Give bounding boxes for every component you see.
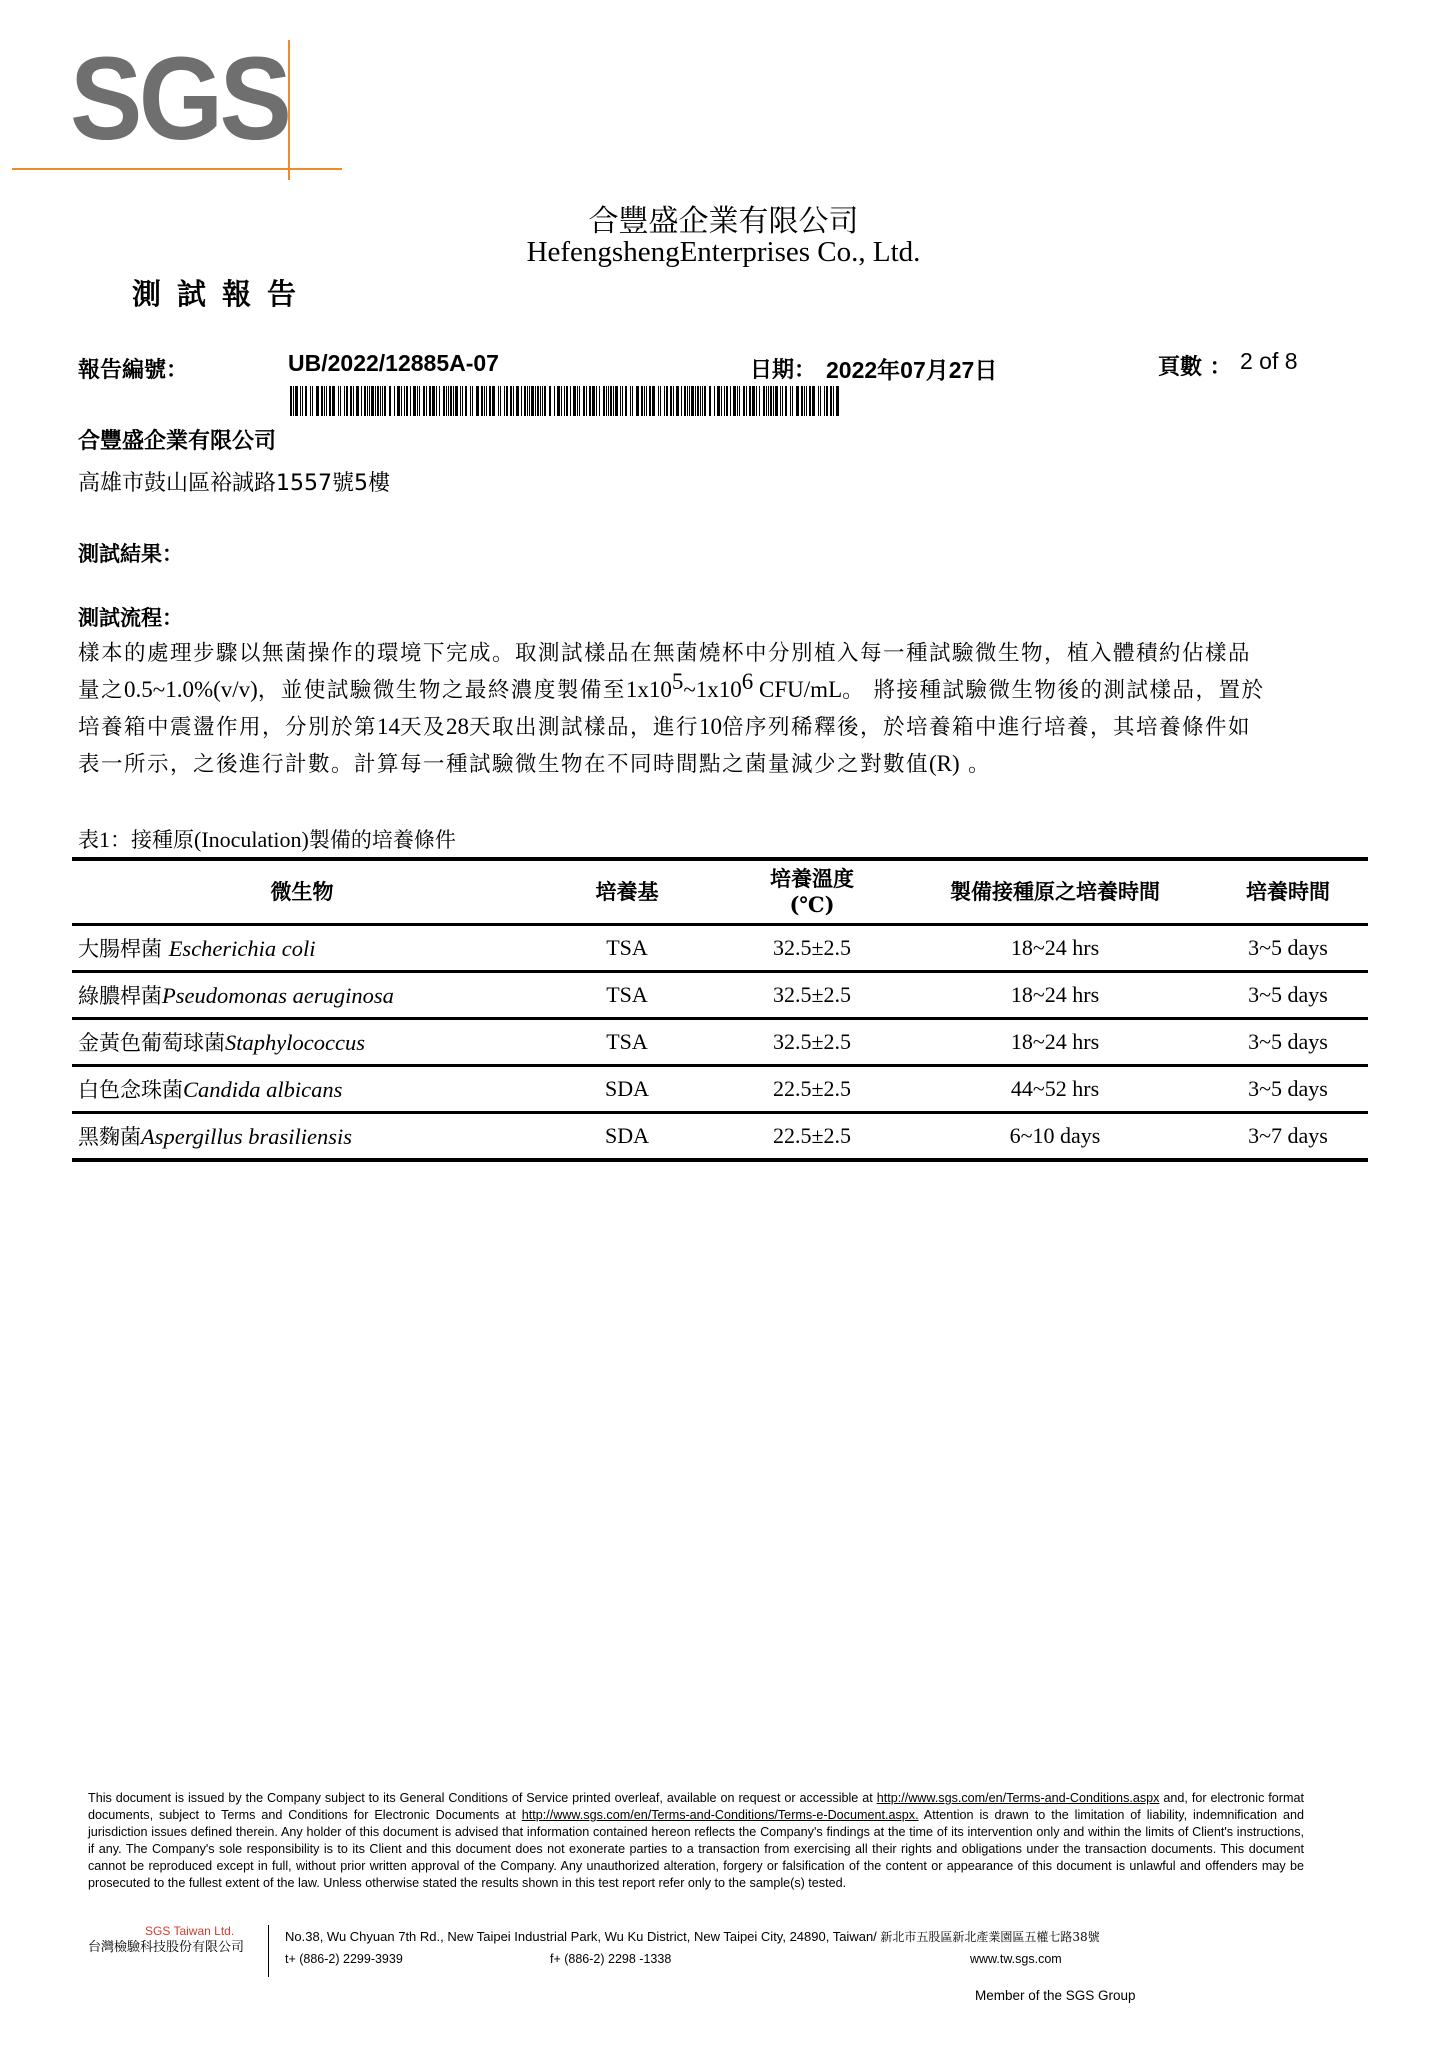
barcode-bar	[589, 386, 591, 416]
barcode-bar	[820, 386, 821, 416]
table-row	[72, 925, 1368, 972]
barcode-bar	[726, 386, 728, 416]
barcode-bar	[302, 386, 303, 416]
barcode-bar	[338, 386, 339, 416]
barcode-bar	[670, 386, 672, 416]
sgs-logo	[70, 33, 330, 180]
barcode-bar	[484, 386, 485, 416]
barcode-bar	[460, 386, 461, 416]
header-organism: 微生物	[270, 879, 334, 904]
barcode-bar	[632, 386, 633, 416]
barcode-bar	[377, 386, 379, 416]
barcode-bar	[610, 386, 612, 416]
footer-company-en: SGS Taiwan Ltd.	[145, 1924, 235, 1938]
footer-fax: f+ (886-2) 2298 -1338	[550, 1952, 672, 1966]
header-company-zh: 合豐盛企業有限公司	[588, 204, 859, 239]
cell-temperature: 32.5±2.5	[772, 1029, 852, 1054]
barcode-bar	[746, 386, 747, 416]
barcode-bar	[406, 386, 408, 416]
barcode-bar	[549, 386, 551, 416]
barcode-bar	[382, 386, 383, 416]
barcode-bar	[413, 386, 416, 416]
barcode-bar	[652, 386, 655, 416]
barcode-bar	[446, 386, 447, 416]
barcode-bar	[448, 386, 449, 416]
header-company-en: HefengshengEnterprises Co., Ltd.	[526, 236, 921, 268]
barcode-bar	[397, 386, 400, 416]
results-label: 測試結果：	[78, 541, 183, 566]
barcode-bar	[344, 386, 345, 416]
barcode-bar	[353, 386, 354, 416]
procedure-label: 測試流程：	[78, 605, 183, 630]
barcode-bar	[380, 386, 381, 416]
barcode-bar	[752, 386, 755, 416]
barcode-bar	[443, 386, 445, 416]
barcode-bar	[476, 386, 479, 416]
barcode-bar	[818, 386, 819, 416]
procedure-line-4: 表一所示，之後進行計數。計算每一種試驗微生物在不同時間點之菌量減少之對數值(R) 。	[78, 751, 992, 777]
barcode-bar	[535, 386, 536, 416]
cell-temperature: 22.5±2.5	[772, 1076, 852, 1101]
barcode-bar	[796, 386, 799, 416]
barcode-bar	[684, 386, 686, 416]
barcode-bar	[641, 386, 643, 416]
barcode-bar	[426, 386, 427, 416]
table-row	[72, 1066, 1368, 1113]
e-document-terms-link[interactable]: http://www.sgs.com/en/Terms-and-Conditions/Terms-e-Document.aspx.	[521, 1808, 919, 1822]
barcode-bar	[646, 386, 647, 416]
barcode-bar	[375, 386, 376, 416]
barcode-bar	[329, 386, 331, 416]
header-medium: 培養基	[595, 879, 659, 904]
barcode-bar	[500, 386, 501, 416]
barcode-bar	[700, 386, 701, 416]
barcode-bar	[300, 386, 301, 416]
cell-prep-time: 6~10 days	[1009, 1123, 1101, 1148]
barcode-bar	[666, 386, 668, 416]
barcode-bar	[749, 386, 751, 416]
barcode-bar	[510, 386, 512, 416]
procedure-text	[78, 636, 1368, 783]
barcode-bar	[394, 386, 395, 416]
barcode-bar	[766, 386, 767, 416]
barcode-bar	[498, 386, 499, 416]
barcode-bar	[737, 386, 738, 416]
barcode-bar	[579, 386, 580, 416]
barcode-bar	[521, 386, 522, 416]
cell-culture-time: 3~5 days	[1248, 982, 1328, 1007]
barcode-bar	[316, 386, 319, 416]
cell-organism: 金黃色葡萄球菌Staphylococcus	[78, 1030, 365, 1055]
barcode-bar	[295, 386, 298, 416]
barcode-bar	[691, 386, 694, 416]
cell-prep-time: 18~24 hrs	[1010, 982, 1100, 1007]
barcode-bar	[566, 386, 568, 416]
barcode-bar	[361, 386, 362, 416]
barcode-bar	[573, 386, 576, 416]
barcode-bar	[367, 386, 368, 416]
barcode-bar	[714, 386, 715, 416]
barcode-bar	[826, 386, 828, 416]
barcode-bar	[537, 386, 539, 416]
cell-organism: 綠膿桿菌Pseudomonas aeruginosa	[78, 983, 394, 1008]
barcode-bar	[462, 386, 463, 416]
footer-member-text: Member of the SGS Group	[975, 1988, 1136, 2003]
barcode-bar	[743, 386, 745, 416]
barcode-bar	[596, 386, 597, 416]
cell-culture-time: 3~5 days	[1248, 1029, 1328, 1054]
barcode-bar	[768, 386, 769, 416]
barcode-bar	[630, 386, 631, 416]
header-culture-time: 培養時間	[1246, 879, 1330, 904]
barcode-bar	[401, 386, 402, 416]
barcode-bar	[759, 386, 760, 416]
barcode-bar	[324, 386, 325, 416]
barcode-bar	[773, 386, 774, 416]
procedure-line-1: 樣本的處理步驟以無菌操作的環境下完成。取測試樣品在無菌燒杯中分別植入每一種試驗微生物，植入體積約佔樣品	[78, 641, 1252, 666]
barcode-bar	[570, 386, 571, 416]
barcode-bar	[780, 386, 781, 416]
barcode-bar	[340, 386, 341, 416]
barcode-bar	[660, 386, 661, 416]
cell-medium: SDA	[604, 1123, 649, 1148]
footer-divider	[268, 1925, 269, 1977]
barcode-bar	[384, 386, 386, 416]
barcode-bar	[561, 386, 562, 416]
cell-medium: TSA	[606, 1029, 648, 1054]
cell-culture-time: 3~7 days	[1248, 1123, 1328, 1148]
barcode-bar	[613, 386, 614, 416]
footer-company-zh: 台灣檢驗科技股份有限公司	[88, 1940, 245, 1955]
table-row	[72, 1019, 1368, 1066]
sgs-logo-text: SGS	[70, 33, 289, 165]
barcode-bar	[583, 386, 585, 416]
barcode-bar	[310, 386, 311, 416]
barcode-bar	[326, 386, 327, 416]
barcode-bar	[830, 386, 832, 416]
header-temperature: 培養溫度 (℃)	[770, 866, 854, 917]
barcode-bar	[417, 386, 418, 416]
barcode-bar	[540, 386, 541, 416]
barcode-bar	[664, 386, 665, 416]
table-row	[72, 972, 1368, 1019]
cell-temperature: 32.5±2.5	[772, 935, 852, 960]
barcode-bar	[429, 386, 431, 416]
barcode-bar	[486, 386, 487, 416]
barcode-bar	[790, 386, 791, 416]
client-name: 合豐盛企業有限公司	[78, 429, 277, 454]
barcode-bar	[658, 386, 659, 416]
table-caption: 表1：接種原(Inoculation)製備的培養條件	[78, 827, 456, 852]
barcode-bar	[824, 386, 825, 416]
barcode-bar	[293, 386, 294, 416]
barcode-bar	[673, 386, 674, 416]
barcode-bar	[489, 386, 491, 416]
barcode-bar	[676, 386, 679, 416]
barcode-bar	[615, 386, 618, 416]
barcode-bar	[531, 386, 534, 416]
barcode-bar	[465, 386, 467, 416]
barcode-bar	[356, 386, 359, 416]
barcode-bar	[775, 386, 778, 416]
barcode-bar	[564, 386, 565, 416]
barcode-bar	[455, 386, 458, 416]
barcode-bar	[724, 386, 725, 416]
procedure-line-3: 培養箱中震盪作用，分別於第14天及28天取出測試樣品，進行10倍序列稀釋後，於培養箱中進行培養，其培養條件如	[78, 714, 1252, 740]
barcode-bar	[321, 386, 323, 416]
barcode-bar	[492, 386, 495, 416]
cell-organism: 黑麴菌Aspergillus brasiliensis	[78, 1124, 353, 1149]
cell-culture-time: 3~5 days	[1248, 1076, 1328, 1101]
barcode-bar	[516, 386, 519, 416]
footer-website[interactable]: www.tw.sgs.com	[970, 1952, 1062, 1966]
report-date: 2022年07月27日	[826, 357, 998, 383]
report-barcode	[290, 386, 840, 416]
barcode-bar	[721, 386, 722, 416]
report-no-label: 報告編號：	[78, 357, 189, 383]
table-body	[72, 925, 1368, 1161]
barcode-bar	[681, 386, 682, 416]
barcode-bar	[481, 386, 483, 416]
footer-address: No.38, Wu Chyuan 7th Rd., New Taipei Industrial Park, Wu Ku District, New Taipei City, 24890, Taiwan/ 新北市五股區新北產業園區五權七路38號	[285, 1929, 1100, 1944]
barcode-bar	[792, 386, 793, 416]
procedure-line-2: 量之0.5~1.0%(v/v)，並使試驗微生物之最終濃度製備至$1x10^5\sim 1x10^6$ CFU/mL。 將接種試驗微生物後的測試樣品，置於	[78, 668, 1265, 703]
client-address: 高雄市鼓山區裕誠路1557號5樓	[78, 471, 390, 496]
barcode-bar	[513, 386, 514, 416]
barcode-bar	[527, 386, 528, 416]
barcode-bar	[702, 386, 703, 416]
barcode-bar	[733, 386, 736, 416]
barcode-bar	[586, 386, 587, 416]
barcode-bar	[599, 386, 600, 416]
barcode-bar	[419, 386, 420, 416]
barcode-bar	[577, 386, 578, 416]
cell-medium: SDA	[604, 1076, 649, 1101]
barcode-bar	[529, 386, 530, 416]
barcode-bar	[785, 386, 787, 416]
barcode-bar	[608, 386, 609, 416]
barcode-bar	[606, 386, 607, 416]
barcode-bar	[554, 386, 555, 416]
disclaimer-text: This document is issued by the Company subject to its General Conditions of Service printed overleaf, available on request or accessible at http://www.sgs.com/en/Terms-and-Conditions.aspx and, for electronic format documents, subject to Terms and Conditions for Electronic Documents at http://www.sgs.com/en/Terms-and-Conditions/Terms-e-Document.aspx. Attention is drawn to the limitation of liability, indemnification and jurisdiction issues defined therein. Any holder of this document is advised that information contained hereon reflects the Company's findings at the time of its intervention only and within the limits of Client's instructions, if any. The Company's sole responsibility is to its Client and this document does not exonerate parties to a transaction from exercising all their rights and obligations under the transaction documents. This document cannot be reproduced except in full, without prior written approval of the Company. Any unauthorized alteration, forgery or falsification of the content or appearance of this document is unlawful and offenders may be prosecuted to the fullest extent of the law. Unless otherwise stated the results shown in this test report refer only to the sample(s) tested.	[88, 1791, 1304, 1890]
barcode-bar	[801, 386, 803, 416]
barcode-bar	[404, 386, 405, 416]
barcode-bar	[472, 386, 473, 416]
barcode-bar	[312, 386, 313, 416]
table-row	[72, 1113, 1368, 1161]
barcode-bar	[717, 386, 720, 416]
barcode-bar	[730, 386, 731, 416]
barcode-bar	[439, 386, 440, 416]
barcode-bar	[410, 386, 411, 416]
header-prep-time: 製備接種原之培養時間	[950, 879, 1160, 904]
barcode-bar	[371, 386, 374, 416]
barcode-bar	[389, 386, 391, 416]
barcode-bar	[622, 386, 623, 416]
cell-organism: 白色念珠菌Candida albicans	[78, 1077, 343, 1102]
barcode-bar	[470, 386, 471, 416]
barcode-bar	[704, 386, 706, 416]
barcode-bar	[332, 386, 335, 416]
cell-prep-time: 18~24 hrs	[1010, 935, 1100, 960]
barcode-bar	[453, 386, 454, 416]
barcode-bar	[763, 386, 765, 416]
barcode-bar	[364, 386, 366, 416]
barcode-bar	[346, 386, 348, 416]
inoculation-conditions-table	[72, 857, 1368, 1162]
barcode-bar	[506, 386, 508, 416]
barcode-bar	[687, 386, 688, 416]
barcode-bar	[423, 386, 425, 416]
barcode-bar	[544, 386, 546, 416]
barcode-bar	[809, 386, 811, 416]
barcode-bar	[770, 386, 772, 416]
barcode-bar	[504, 386, 505, 416]
cell-prep-time: 18~24 hrs	[1010, 1029, 1100, 1054]
barcode-bar	[636, 386, 639, 416]
barcode-bar	[644, 386, 645, 416]
barcode-bar	[836, 386, 839, 416]
barcode-bar	[436, 386, 437, 416]
barcode-bar	[782, 386, 783, 416]
date-label: 日期：	[750, 357, 817, 383]
barcode-bar	[290, 386, 292, 416]
barcode-bar	[350, 386, 352, 416]
barcode-bar	[432, 386, 435, 416]
barcode-bar	[450, 386, 452, 416]
page-number: 2 of 8	[1240, 348, 1298, 374]
barcode-bar	[812, 386, 815, 416]
cell-organism: 大腸桿菌 Escherichia coli	[78, 936, 316, 961]
table-header-row	[72, 859, 1368, 925]
barcode-bar	[524, 386, 526, 416]
barcode-bar	[305, 386, 307, 416]
barcode-bar	[592, 386, 595, 416]
terms-link[interactable]: http://www.sgs.com/en/Terms-and-Conditions.aspx	[876, 1791, 1160, 1805]
cell-temperature: 32.5±2.5	[772, 982, 852, 1007]
barcode-bar	[620, 386, 621, 416]
barcode-bar	[709, 386, 711, 416]
barcode-bar	[695, 386, 696, 416]
report-title: 測試報告	[132, 277, 313, 311]
logo-orange-vertical-line	[288, 40, 290, 180]
barcode-bar	[833, 386, 834, 416]
cell-temperature: 22.5±2.5	[772, 1123, 852, 1148]
barcode-bar	[557, 386, 560, 416]
barcode-bar	[689, 386, 690, 416]
barcode-bar	[756, 386, 757, 416]
barcode-bar	[625, 386, 627, 416]
barcode-bar	[369, 386, 370, 416]
barcode-bar	[739, 386, 740, 416]
cell-culture-time: 3~5 days	[1248, 935, 1328, 960]
barcode-bar	[804, 386, 805, 416]
page-label: 頁數 ：	[1158, 354, 1232, 380]
cell-medium: TSA	[606, 935, 648, 960]
barcode-bar	[697, 386, 699, 416]
logo-orange-horizontal-line	[12, 168, 342, 170]
barcode-bar	[603, 386, 605, 416]
footer-telephone: t+ (886-2) 2299-3939	[285, 1952, 403, 1966]
cell-medium: TSA	[606, 982, 648, 1007]
barcode-bar	[806, 386, 807, 416]
barcode-bar	[649, 386, 651, 416]
report-no: UB/2022/12885A-07	[288, 350, 499, 376]
barcode-bar	[542, 386, 543, 416]
cell-prep-time: 44~52 hrs	[1010, 1076, 1100, 1101]
